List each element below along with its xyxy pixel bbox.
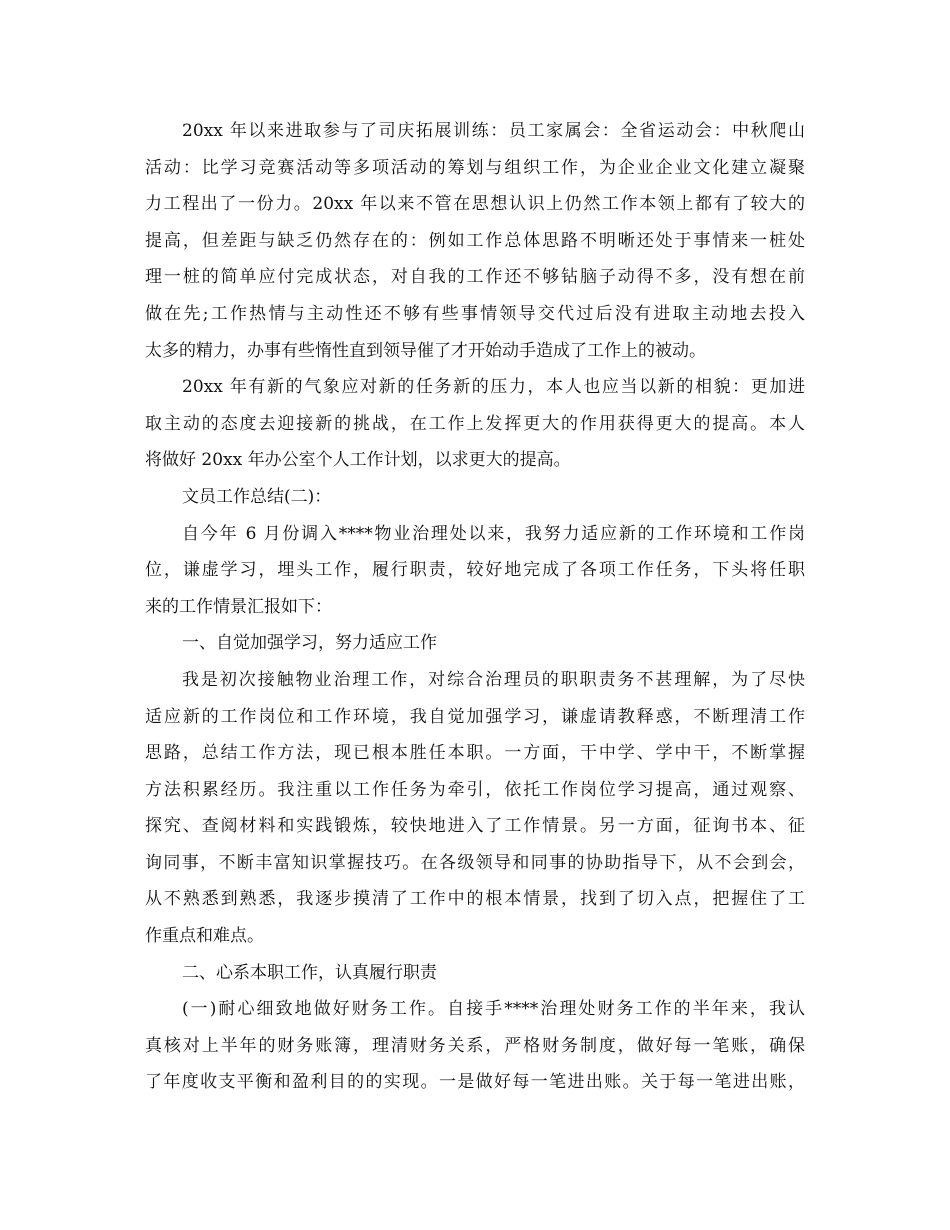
text-line: 文员工作总结(二)：: [182, 486, 332, 507]
text-line: 一、自觉加强学习，努力适应工作: [182, 633, 437, 654]
text-line: 太多的精力，办事有些惰性直到领导催了才开始动手造成了工作上的被动。: [145, 340, 706, 361]
text-line: 位，谦虚学习，埋头工作，履行职责，较好地完成了各项工作任务，下头将任职: [145, 560, 805, 581]
document-body: [145, 113, 805, 1101]
text-line: 将做好 20xx 年办公室个人工作计划，以求更大的提高。: [145, 450, 571, 471]
text-line: 自今年 6 月份调入****物业治理处以来，我努力适应新的工作环境和工作岗: [182, 523, 805, 544]
text-line: 二、心系本职工作，认真履行职责: [182, 962, 437, 983]
text-line: 20xx 年有新的气象应对新的任务新的压力，本人也应当以新的相貌：更加进: [182, 377, 805, 398]
text-line: 提高，但差距与缺乏仍然存在的：例如工作总体思路不明晰还处于事情来一桩处: [145, 230, 805, 251]
text-line: 探究、查阅材料和实践锻炼，较快地进入了工作情景。另一方面，征询书本、征: [145, 816, 805, 837]
text-line: 真核对上半年的财务账簿，理清财务关系，严格财务制度，做好每一笔账，确保: [145, 1035, 805, 1056]
text-line: 做在先;工作热情与主动性还不够有些事情领导交代过后没有进取主动地去投入: [145, 303, 805, 324]
text-line: 了年度收支平衡和盈利目的的实现。一是做好每一笔进出账。关于每一笔进出账，: [145, 1072, 805, 1093]
text-line: 询同事，不断丰富知识掌握技巧。在各级领导和同事的协助指导下，从不会到会，: [145, 852, 805, 873]
text-line: 理一桩的简单应付完成状态，对自我的工作还不够钻脑子动得不多，没有想在前: [145, 267, 805, 288]
text-line: (一)耐心细致地做好财务工作。自接手****治理处财务工作的半年来，我认: [182, 999, 805, 1020]
text-line: 活动：比学习竞赛活动等多项活动的筹划与组织工作，为企业企业文化建立凝聚: [145, 157, 805, 178]
text-line: 从不熟悉到熟悉，我逐步摸清了工作中的根本情景，找到了切入点，把握住了工: [145, 889, 805, 910]
text-line: 作重点和难点。: [145, 926, 264, 947]
text-line: 取主动的态度去迎接新的挑战，在工作上发挥更大的作用获得更大的提高。本人: [145, 413, 805, 434]
text-line: 方法积累经历。我注重以工作任务为牵引，依托工作岗位学习提高，通过观察、: [145, 779, 805, 800]
text-line: 来的工作情景汇报如下：: [145, 596, 332, 617]
text-line: 力工程出了一份力。20xx 年以来不管在思想认识上仍然工作本领上都有了较大的: [145, 194, 805, 215]
text-line: 我是初次接触物业治理工作，对综合治理员的职职责务不甚理解，为了尽快: [182, 669, 805, 690]
text-line: 适应新的工作岗位和工作环境，我自觉加强学习，谦虚请教释惑，不断理清工作: [145, 706, 805, 727]
text-line: 20xx 年以来进取参与了司庆拓展训练：员工家属会：全省运动会：中秋爬山: [182, 121, 805, 141]
text-line: 思路，总结工作方法，现已根本胜任本职。一方面，干中学、学中干，不断掌握: [145, 743, 805, 764]
